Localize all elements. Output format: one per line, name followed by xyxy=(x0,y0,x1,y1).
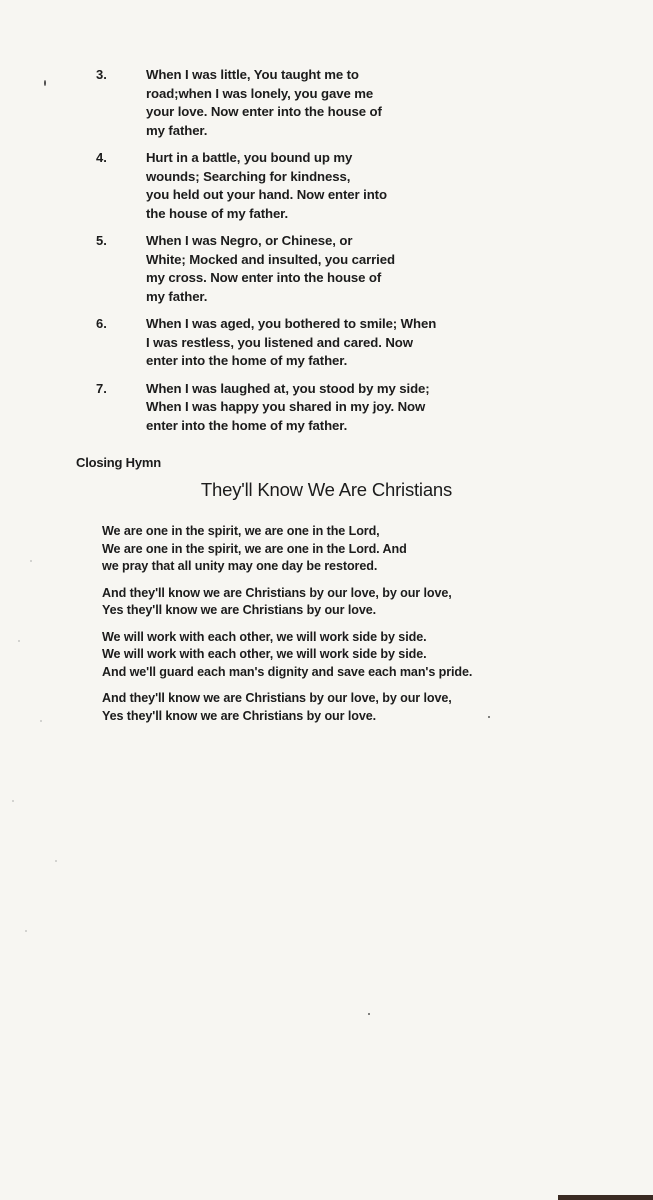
hymn-line: We will work with each other, we will work side by side. xyxy=(102,629,427,644)
stanza-line: White; Mocked and insulted, you carried xyxy=(146,251,395,267)
hymn-line: Yes they'll know we are Christians by our love. xyxy=(102,603,377,617)
stanza-number: 4. xyxy=(96,150,107,165)
stanza-6 xyxy=(0,315,653,371)
hymn-line: we pray that all unity may one day be restored. xyxy=(102,559,378,573)
stanza-number: 7. xyxy=(96,380,107,396)
stanza-line: When I was laughed at, you stood by my side; xyxy=(146,380,430,396)
closing-hymn-label: Closing Hymn xyxy=(76,455,161,470)
hymn-verse xyxy=(102,523,472,576)
stanza-line: road;when I was lonely, you gave me xyxy=(146,85,374,101)
stanza-line: you held out your hand. Now enter into xyxy=(146,187,387,202)
stanza-5 xyxy=(0,232,653,306)
stanza-line: my father. xyxy=(146,288,208,304)
stanza-number: 6. xyxy=(96,316,107,331)
hymn-lyrics xyxy=(102,523,472,734)
hymn-line: We are one in the spirit, we are one in the Lord, xyxy=(102,524,380,538)
hymn-line: We will work with each other, we will work side by side. xyxy=(102,647,427,661)
stanza-line: my cross. Now enter into the house of xyxy=(146,270,382,285)
stanza-line: your love. Now enter into the house of xyxy=(146,104,382,119)
paper-speck xyxy=(25,930,27,932)
stanza-line: my father. xyxy=(146,122,208,138)
hymn-verse xyxy=(102,629,472,682)
stanza-7 xyxy=(0,380,653,436)
stanza-line: enter into the home of my father. xyxy=(146,353,348,368)
paper-speck xyxy=(18,640,20,642)
litany xyxy=(0,66,653,444)
stanza-line: When I was Negro, or Chinese, or xyxy=(146,233,353,248)
paper-speck xyxy=(488,716,490,718)
stanza-line: When I was aged, you bothered to smile; When xyxy=(146,316,437,331)
stanza-text xyxy=(146,380,653,436)
stanza-line: wounds; Searching for kindness, xyxy=(146,168,351,184)
hymn-line: And they'll know we are Christians by our love, by our love, xyxy=(102,691,452,705)
stanza-line: When I was happy you shared in my joy. Now xyxy=(146,399,426,414)
hymn-line: And we'll guard each man's dignity and save each man's pride. xyxy=(102,664,473,679)
hymn-line: We are one in the spirit, we are one in the Lord. And xyxy=(102,541,407,556)
page-edge-shadow xyxy=(558,1195,653,1200)
paper-speck xyxy=(55,860,57,862)
hymn-title: They'll Know We Are Christians xyxy=(200,479,453,500)
stanza-4 xyxy=(0,149,653,223)
stanza-text xyxy=(146,149,653,223)
paper-speck xyxy=(368,1013,370,1015)
stanza-number: 3. xyxy=(96,67,107,82)
stanza-line: the house of my father. xyxy=(146,205,289,221)
hymn-line: And they'll know we are Christians by our love, by our love, xyxy=(102,585,452,600)
stanza-text xyxy=(146,232,653,306)
paper-speck xyxy=(30,560,32,562)
stanza-number: 5. xyxy=(96,233,107,248)
stanza-line: I was restless, you listened and cared. Now xyxy=(146,334,413,350)
hymn-chorus xyxy=(102,690,472,725)
stanza-text xyxy=(146,66,653,140)
stanza-text xyxy=(146,315,653,371)
stanza-line: Hurt in a battle, you bound up my xyxy=(146,150,353,165)
stanza-3 xyxy=(0,66,653,140)
hymn-line: Yes they'll know we are Christians by our love. xyxy=(102,708,377,723)
paper-speck xyxy=(12,800,14,802)
stanza-line: When I was little, You taught me to xyxy=(146,67,359,82)
stanza-line: enter into the home of my father. xyxy=(146,417,348,433)
hymn-chorus xyxy=(102,585,472,620)
paper-speck xyxy=(40,720,42,722)
